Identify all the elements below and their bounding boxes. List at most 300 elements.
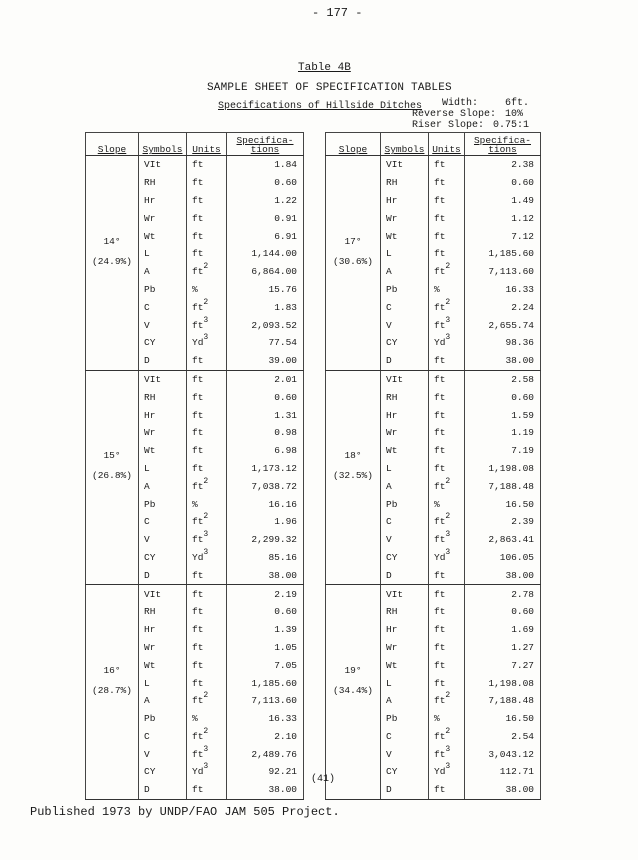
- unit-cell: [429, 352, 465, 370]
- unit-text: ft: [192, 301, 204, 313]
- symbol-cell: D: [139, 566, 187, 584]
- symbol-cell: Wt: [139, 442, 187, 460]
- unit-text: ft: [192, 266, 204, 278]
- footnote: Published 1973 by UNDP/FAO JAM 505 Project.: [30, 805, 340, 819]
- page-reference: (41): [311, 774, 336, 785]
- symbol-cell: Pb: [381, 281, 429, 299]
- value-cell: 16.50: [465, 495, 541, 513]
- symbol-cell: C: [139, 513, 187, 531]
- unit-exponent: 3: [203, 547, 209, 557]
- symbol-cell: A: [139, 477, 187, 495]
- value-cell: 1.31: [227, 406, 304, 424]
- symbol-cell: Hr: [139, 192, 187, 210]
- slope-cell: [86, 156, 139, 371]
- value-cell: 0.98: [227, 424, 304, 442]
- symbol-cell: A: [381, 477, 429, 495]
- width-value: 6ft.: [505, 98, 530, 109]
- unit-text: ft: [434, 730, 446, 742]
- slope-cell: [326, 585, 381, 800]
- unit-text: ft: [192, 159, 204, 171]
- symbol-cell: CY: [139, 763, 187, 781]
- unit-exponent: 2: [203, 476, 209, 486]
- unit-cell: [187, 316, 227, 334]
- unit-text: Yd: [434, 766, 446, 778]
- symbol-cell: L: [139, 674, 187, 692]
- symbol-cell: CY: [381, 334, 429, 352]
- unit-cell: [429, 316, 465, 334]
- symbol-cell: L: [381, 674, 429, 692]
- value-cell: 0.60: [465, 174, 541, 192]
- unit-cell: [429, 460, 465, 478]
- symbol-cell: VIt: [381, 585, 429, 603]
- unit-cell: [187, 352, 227, 370]
- unit-text: ft: [192, 748, 204, 760]
- unit-text: ft: [434, 230, 446, 242]
- table-subtitle: Specifications of Hillside Ditches: [218, 101, 423, 112]
- symbol-cell: Wt: [139, 656, 187, 674]
- value-cell: 2.10: [227, 728, 304, 746]
- unit-text: ft: [434, 319, 446, 331]
- unit-text: ft: [192, 194, 204, 206]
- unit-exponent: 2: [445, 476, 451, 486]
- unit-cell: [429, 566, 465, 584]
- value-cell: 6.91: [227, 227, 304, 245]
- unit-text: %: [434, 498, 440, 510]
- unit-cell: [429, 334, 465, 352]
- unit-text: ft: [192, 248, 204, 260]
- unit-text: ft: [192, 409, 204, 421]
- unit-cell: [429, 495, 465, 513]
- unit-cell: [429, 192, 465, 210]
- unit-cell: [429, 728, 465, 746]
- symbol-cell: V: [381, 745, 429, 763]
- symbol-cell: A: [139, 692, 187, 710]
- unit-text: Yd: [192, 551, 204, 563]
- symbol-cell: D: [381, 352, 429, 370]
- unit-text: ft: [192, 534, 204, 546]
- value-cell: 0.60: [465, 603, 541, 621]
- unit-text: ft: [192, 695, 204, 707]
- unit-cell: [187, 674, 227, 692]
- unit-cell: [187, 710, 227, 728]
- unit-cell: [429, 388, 465, 406]
- symbol-cell: D: [381, 781, 429, 799]
- unit-text: ft: [192, 427, 204, 439]
- value-cell: 98.36: [465, 334, 541, 352]
- unit-cell: [429, 281, 465, 299]
- unit-text: %: [434, 713, 440, 725]
- unit-cell: [429, 603, 465, 621]
- unit-text: ft: [434, 391, 446, 403]
- unit-exponent: 2: [445, 512, 451, 522]
- unit-cell: [187, 227, 227, 245]
- unit-text: ft: [192, 606, 204, 618]
- symbol-cell: RH: [139, 174, 187, 192]
- symbol-cell: C: [139, 728, 187, 746]
- unit-cell: [429, 227, 465, 245]
- value-cell: 7,113.60: [227, 692, 304, 710]
- symbol-cell: Hr: [381, 192, 429, 210]
- value-cell: 1.59: [465, 406, 541, 424]
- value-cell: 1,198.08: [465, 674, 541, 692]
- symbol-cell: VIt: [139, 156, 187, 174]
- unit-text: ft: [434, 373, 446, 385]
- unit-cell: [187, 209, 227, 227]
- value-cell: 1.27: [465, 639, 541, 657]
- value-cell: 0.60: [227, 174, 304, 192]
- symbol-cell: D: [381, 566, 429, 584]
- riser-slope-value: 0.75:1: [493, 120, 530, 131]
- unit-text: Yd: [434, 337, 446, 349]
- unit-exponent: 3: [203, 315, 209, 325]
- unit-exponent: 2: [203, 726, 209, 736]
- symbol-cell: A: [381, 263, 429, 281]
- symbol-cell: RH: [381, 603, 429, 621]
- unit-text: ft: [192, 462, 204, 474]
- unit-text: ft: [192, 355, 204, 367]
- unit-text: ft: [192, 588, 204, 600]
- symbol-cell: Wt: [381, 442, 429, 460]
- symbol-cell: Pb: [139, 281, 187, 299]
- slope-header: Slope: [86, 133, 139, 156]
- value-cell: 16.50: [465, 710, 541, 728]
- symbol-cell: L: [381, 245, 429, 263]
- table-row: [86, 370, 304, 388]
- unit-cell: [187, 442, 227, 460]
- unit-cell: [187, 621, 227, 639]
- slope-degrees: 15°: [103, 450, 121, 462]
- unit-cell: [187, 245, 227, 263]
- unit-text: %: [192, 713, 198, 725]
- unit-text: ft: [192, 391, 204, 403]
- slope-percent: (34.4%): [333, 684, 373, 696]
- value-cell: 1,185.60: [465, 245, 541, 263]
- value-cell: 7.19: [465, 442, 541, 460]
- symbol-cell: CY: [139, 549, 187, 567]
- symbol-cell: VIt: [139, 585, 187, 603]
- unit-cell: [187, 406, 227, 424]
- unit-cell: [187, 531, 227, 549]
- units-header: Units: [429, 133, 465, 156]
- unit-cell: [429, 585, 465, 603]
- unit-exponent: 3: [203, 333, 209, 343]
- slope-degrees: 18°: [344, 450, 362, 462]
- value-cell: 1,173.12: [227, 460, 304, 478]
- value-cell: 1.19: [465, 424, 541, 442]
- unit-text: ft: [192, 730, 204, 742]
- unit-exponent: 2: [445, 726, 451, 736]
- value-cell: 2.24: [465, 298, 541, 316]
- unit-cell: [187, 639, 227, 657]
- table-row: [326, 370, 541, 388]
- symbol-cell: RH: [381, 388, 429, 406]
- unit-text: ft: [434, 266, 446, 278]
- unit-cell: [429, 549, 465, 567]
- value-cell: 2,299.32: [227, 531, 304, 549]
- unit-text: %: [434, 283, 440, 295]
- unit-text: ft: [434, 301, 446, 313]
- unit-cell: [187, 763, 227, 781]
- unit-cell: [429, 263, 465, 281]
- value-cell: 38.00: [465, 566, 541, 584]
- unit-cell: [187, 281, 227, 299]
- value-cell: 1.22: [227, 192, 304, 210]
- unit-text: ft: [434, 212, 446, 224]
- unit-exponent: 3: [445, 547, 451, 557]
- symbol-cell: V: [139, 745, 187, 763]
- value-cell: 16.33: [465, 281, 541, 299]
- symbol-cell: V: [381, 316, 429, 334]
- symbol-cell: VIt: [381, 370, 429, 388]
- symbol-cell: A: [381, 692, 429, 710]
- value-cell: 112.71: [465, 763, 541, 781]
- riser-slope-label: Riser Slope:: [412, 120, 485, 131]
- slope-degrees: 16°: [103, 664, 121, 676]
- unit-text: ft: [434, 409, 446, 421]
- unit-text: ft: [434, 784, 446, 796]
- slope-percent: (30.6%): [333, 255, 373, 267]
- slope-cell: [326, 370, 381, 585]
- unit-exponent: 2: [445, 262, 451, 272]
- unit-cell: [429, 531, 465, 549]
- unit-text: ft: [434, 569, 446, 581]
- unit-cell: [429, 763, 465, 781]
- unit-exponent: 3: [445, 744, 451, 754]
- symbol-cell: Wr: [381, 639, 429, 657]
- header-row: [86, 133, 304, 156]
- spec-table-right: [325, 132, 541, 800]
- value-cell: 7,038.72: [227, 477, 304, 495]
- unit-cell: [429, 674, 465, 692]
- symbol-cell: C: [381, 513, 429, 531]
- value-cell: 38.00: [227, 781, 304, 799]
- unit-text: ft: [434, 588, 446, 600]
- unit-cell: [187, 156, 227, 174]
- unit-text: ft: [434, 248, 446, 260]
- unit-text: ft: [434, 159, 446, 171]
- value-cell: 7,188.48: [465, 477, 541, 495]
- unit-cell: [187, 477, 227, 495]
- symbol-cell: V: [139, 531, 187, 549]
- unit-exponent: 2: [445, 691, 451, 701]
- slope-percent: (24.9%): [92, 255, 132, 267]
- value-cell: 16.16: [227, 495, 304, 513]
- symbol-cell: Wr: [381, 209, 429, 227]
- symbol-cell: V: [139, 316, 187, 334]
- symbol-cell: C: [139, 298, 187, 316]
- unit-cell: [187, 585, 227, 603]
- symbol-cell: Wr: [139, 639, 187, 657]
- value-cell: 1.05: [227, 639, 304, 657]
- value-cell: 2,489.76: [227, 745, 304, 763]
- table-row: [326, 156, 541, 174]
- slope-cell: [86, 370, 139, 585]
- unit-text: ft: [434, 534, 446, 546]
- unit-exponent: 3: [203, 744, 209, 754]
- value-cell: 1,144.00: [227, 245, 304, 263]
- unit-cell: [429, 477, 465, 495]
- value-cell: 1.49: [465, 192, 541, 210]
- reverse-slope-value: 10%: [505, 109, 524, 120]
- unit-text: ft: [434, 606, 446, 618]
- unit-exponent: 3: [445, 315, 451, 325]
- unit-text: %: [192, 498, 198, 510]
- value-cell: 2.54: [465, 728, 541, 746]
- unit-cell: [429, 781, 465, 799]
- value-cell: 2,655.74: [465, 316, 541, 334]
- symbol-cell: Hr: [381, 621, 429, 639]
- symbol-cell: Hr: [381, 406, 429, 424]
- header-row: [326, 133, 541, 156]
- symbols-header: Symbols: [139, 133, 187, 156]
- unit-cell: [187, 495, 227, 513]
- value-cell: 2.58: [465, 370, 541, 388]
- page-number: - 177 -: [312, 6, 363, 20]
- value-cell: 1.83: [227, 298, 304, 316]
- unit-cell: [187, 513, 227, 531]
- value-cell: 2.78: [465, 585, 541, 603]
- symbol-cell: L: [139, 245, 187, 263]
- value-cell: 38.00: [465, 781, 541, 799]
- unit-cell: [187, 603, 227, 621]
- table-label: Table 4B: [298, 62, 351, 74]
- symbol-cell: RH: [381, 174, 429, 192]
- value-cell: 77.54: [227, 334, 304, 352]
- value-cell: 1.69: [465, 621, 541, 639]
- unit-cell: [187, 298, 227, 316]
- unit-text: ft: [434, 177, 446, 189]
- unit-text: ft: [192, 784, 204, 796]
- unit-text: ft: [192, 230, 204, 242]
- symbol-cell: Wr: [139, 209, 187, 227]
- unit-cell: [429, 406, 465, 424]
- symbol-cell: Pb: [139, 495, 187, 513]
- table-row: [86, 585, 304, 603]
- unit-text: ft: [434, 677, 446, 689]
- unit-cell: [429, 656, 465, 674]
- symbol-cell: Wt: [139, 227, 187, 245]
- unit-text: ft: [434, 194, 446, 206]
- unit-text: Yd: [192, 337, 204, 349]
- unit-cell: [429, 245, 465, 263]
- symbol-cell: Hr: [139, 621, 187, 639]
- unit-text: ft: [434, 659, 446, 671]
- slope-cell: [86, 585, 139, 800]
- unit-cell: [429, 513, 465, 531]
- unit-text: ft: [434, 748, 446, 760]
- value-cell: 39.00: [227, 352, 304, 370]
- value-cell: 0.91: [227, 209, 304, 227]
- slope-header: Slope: [326, 133, 381, 156]
- value-cell: 2.38: [465, 156, 541, 174]
- unit-cell: [187, 334, 227, 352]
- symbol-cell: CY: [381, 763, 429, 781]
- unit-cell: [187, 460, 227, 478]
- slope-cell: [326, 156, 381, 371]
- symbol-cell: Pb: [139, 710, 187, 728]
- unit-cell: [429, 639, 465, 657]
- unit-cell: [429, 424, 465, 442]
- value-cell: 2,863.41: [465, 531, 541, 549]
- symbols-header: Symbols: [381, 133, 429, 156]
- width-label: Width:: [442, 98, 479, 109]
- unit-text: ft: [434, 427, 446, 439]
- value-cell: 38.00: [227, 566, 304, 584]
- unit-text: ft: [192, 641, 204, 653]
- page-title: SAMPLE SHEET OF SPECIFICATION TABLES: [207, 82, 452, 94]
- value-cell: 3,043.12: [465, 745, 541, 763]
- unit-exponent: 3: [445, 762, 451, 772]
- symbol-cell: VIt: [139, 370, 187, 388]
- value-cell: 0.60: [227, 603, 304, 621]
- value-cell: 1.12: [465, 209, 541, 227]
- unit-text: ft: [192, 624, 204, 636]
- symbol-cell: VIt: [381, 156, 429, 174]
- unit-text: ft: [434, 695, 446, 707]
- unit-exponent: 2: [445, 297, 451, 307]
- symbol-cell: Pb: [381, 710, 429, 728]
- symbol-cell: Wr: [139, 424, 187, 442]
- table-row: [86, 156, 304, 174]
- unit-text: ft: [192, 319, 204, 331]
- unit-cell: [187, 692, 227, 710]
- unit-cell: [187, 174, 227, 192]
- slope-degrees: 14°: [103, 235, 121, 247]
- unit-text: ft: [192, 445, 204, 457]
- value-cell: 38.00: [465, 352, 541, 370]
- symbol-cell: L: [139, 460, 187, 478]
- value-cell: 0.60: [227, 388, 304, 406]
- unit-cell: [187, 370, 227, 388]
- symbol-cell: RH: [139, 603, 187, 621]
- value-cell: 16.33: [227, 710, 304, 728]
- unit-cell: [187, 424, 227, 442]
- symbol-cell: D: [139, 352, 187, 370]
- symbol-cell: CY: [139, 334, 187, 352]
- value-cell: 7.05: [227, 656, 304, 674]
- units-header: Units: [187, 133, 227, 156]
- value-cell: 1.84: [227, 156, 304, 174]
- value-cell: 2,093.52: [227, 316, 304, 334]
- unit-text: Yd: [192, 766, 204, 778]
- value-cell: 2.39: [465, 513, 541, 531]
- slope-degrees: 17°: [344, 235, 362, 247]
- unit-text: ft: [192, 569, 204, 581]
- unit-cell: [429, 209, 465, 227]
- slope-percent: (28.7%): [92, 684, 132, 696]
- unit-cell: [187, 781, 227, 799]
- value-cell: 85.16: [227, 549, 304, 567]
- unit-text: ft: [434, 355, 446, 367]
- value-cell: 2.01: [227, 370, 304, 388]
- value-cell: 7.12: [465, 227, 541, 245]
- unit-text: ft: [192, 659, 204, 671]
- unit-cell: [429, 745, 465, 763]
- unit-cell: [429, 692, 465, 710]
- unit-cell: [187, 745, 227, 763]
- unit-cell: [187, 388, 227, 406]
- unit-text: ft: [434, 516, 446, 528]
- symbol-cell: Pb: [381, 495, 429, 513]
- specs-header: Specifica-tions: [465, 133, 541, 156]
- unit-cell: [187, 549, 227, 567]
- specs-header: Specifica-tions: [227, 133, 304, 156]
- value-cell: 15.76: [227, 281, 304, 299]
- slope-percent: (26.8%): [92, 470, 132, 482]
- slope-percent: (32.5%): [333, 470, 373, 482]
- unit-cell: [429, 298, 465, 316]
- value-cell: 2.19: [227, 585, 304, 603]
